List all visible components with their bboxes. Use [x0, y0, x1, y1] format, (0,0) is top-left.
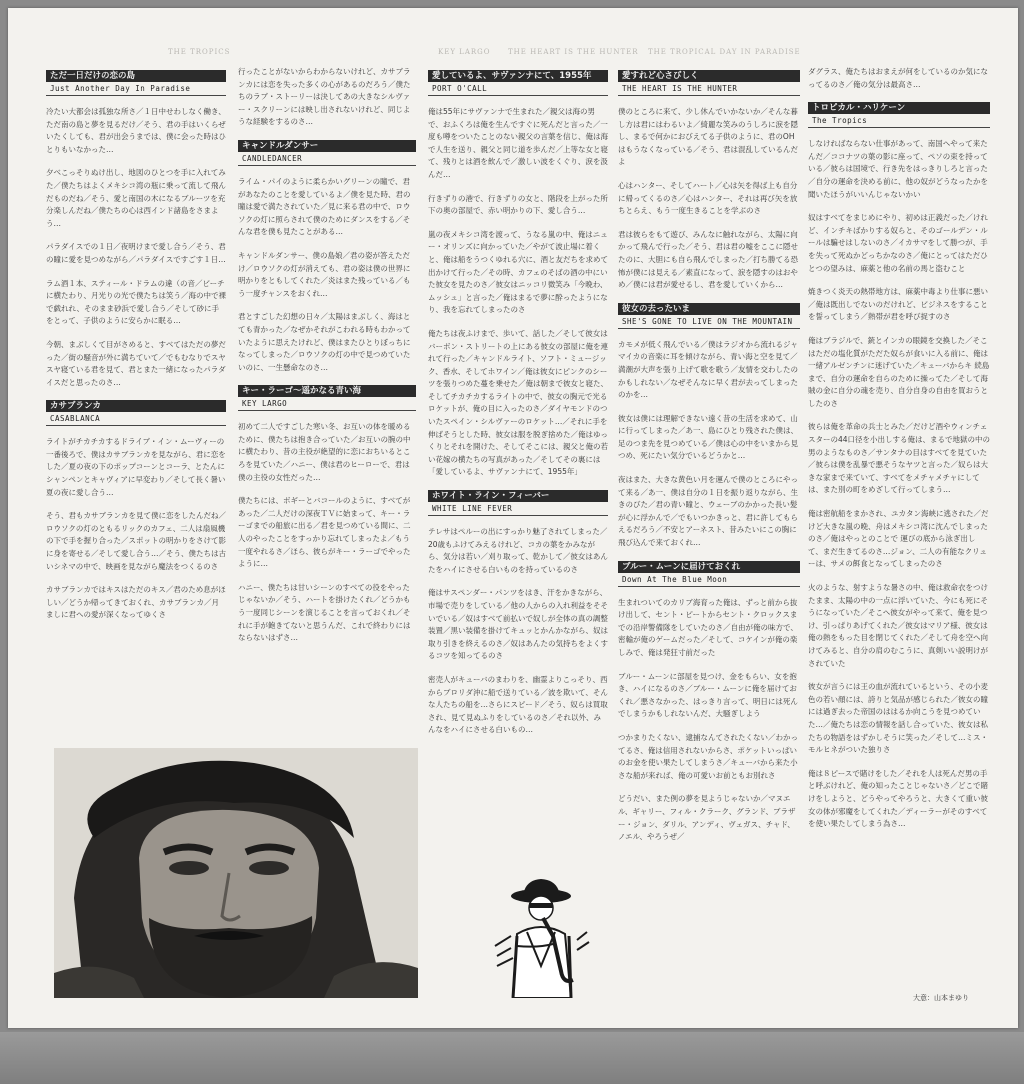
saxophone-player-illustration — [483, 876, 593, 998]
ghost-header: THE TROPICS — [168, 48, 231, 56]
song-heading — [46, 70, 226, 96]
artist-portrait-photo — [54, 748, 418, 998]
song-title-en: Down At The Blue Moon — [618, 573, 800, 587]
lyric-paragraph: 心はハンター、そしてハート／心は矢を得ば上も自分に帰ってくるのさ／心はハンター、それは再び矢を放ちとらえ、もう一度生きることを学ぶのさ — [618, 180, 798, 216]
lyric-paragraph: 生まれついてのカリブ海育った俺は、ずっと前から抜け出して、セント・ピートからセント・クロックスまでの沿岸警備隊をしていたのさ／自由が俺の味方で、密輸が俺のゲームだった／そして、コケインが俺の楽しみで、俺は発狂寸前だった — [618, 597, 798, 657]
lyric-paragraph: 僕のところに来て、少し休んでいかないか／そんな暮し方は君にはわるいよ／綺麗な笑みのうしろに涙を隠し、まるで何かにおびえてる子供のように、君のOHはもうなくなっている／そう、君は混乱しているんだよ — [618, 107, 798, 167]
lyric-paragraph: 俺は密航船をまかされ、ユカタン海峡に逃された／だけど大きな嵐の晩、舟はメキシコ湾に沈んでしまったのさ／俺はやっとのことで 運びの底から泳ぎ出して、まだ生きてるのさ…ジョン、二人の有能なクリューは、サメの餌食となってしまったのさ — [808, 509, 989, 569]
lyric-paragraph: カサブランカではキスはただのキス／君のため息がほしい／どうか帰ってきておくれ、カサブランカ／月ましに君への愛が深くなってゆくさ — [46, 585, 226, 620]
song-heading — [618, 561, 800, 587]
lyric-paragraph: キャンドルダンサー、僕の島娘／君の姿が答えただけ／ロウソクの灯が消えても、君の姿は僕の世界に明かりをともしてくれた／炎はまた残っている／もう一度チャンスをおくれ… — [238, 250, 411, 298]
column-2 — [238, 66, 416, 656]
lyric-paragraph: ブルー・ムーンに部屋を見つけ、金をもらい、女を抱き、ハイになるのさ／ブルー・ムーンに俺を届けておくれ／悪さなかった、はっきり言って、明日には死んでしまうかもしれないんだ、大騒ぎしよう — [618, 671, 798, 719]
lyric-paragraph: パラダイスでの１日／夜明けまで愛し合う／そう、君の瞳に愛を見つめながら／パラダイスですごす１日… — [46, 242, 226, 264]
lyric-paragraph: 君とすごした幻想の日々／太陽はまぶしく、海はとても青かった／なぜかそれがこわれる時もわかっていたように思えたけれど、僕はまたひとりぼっちになってしまった／ロウソクの灯の中で見つめていたいのに、一生懸命なのさ… — [238, 312, 411, 372]
lyric-sheet — [8, 8, 1018, 1028]
song-title-jp: ホワイト・ライン・フィーバー — [428, 490, 608, 502]
song-heading — [428, 70, 608, 96]
lyric-paragraph: テレサはペルーの出にすっかり魅了されてしまった／20歳もふけてみえるけれど、コカの葉をかみながら、気分は若い／刈り取って、乾かして／彼女はあんたをハイにさせる白いものを持っているのさ — [428, 527, 608, 574]
lyric-paragraph: 彼女が言うには王の血が流れているという、その小麦色の若い顔には、誇りと気品が感じられた／彼女の瞳には過ぎ去った帝国のははるか向こうを見つめていた…／俺たちは恋の情報を話し合っていた、彼女は私たちの物語をはずかしそうに笑った／そして…ミス・モルヒネがついた独りさ — [808, 682, 988, 755]
lyric-paragraph: ハニー、僕たちは甘いシーンのすべての役をやったじゃないか／そう、ハートを掛けたくれ／どうかもう一度同じシーンを演じることを言っておくれ／それに手が飽きてないと思うんだ、これで終わりにはならないはずさ… — [238, 582, 411, 643]
song-heading — [618, 303, 800, 329]
lyric-paragraph: 僕たちには、ボギーとバコールのように、すべてがあった／二人だけの深夜ＴＶに始まって、キー・ラーゴまでの船旅に出る／君を見つめている間に、二人のやったことをすっかり忘れてしまったよ／もう一度やれるさ／ほら、彼らがキー・ラーゴでやったように… — [238, 496, 411, 569]
column-3 — [428, 66, 608, 748]
ghost-header: THE HEART IS THE HUNTER — [508, 48, 639, 56]
lyric-paragraph: 初めて二人ですごした寒い冬、お互いの体を暖めるために、僕たちは抱き合っていた／お互いの腕の中に横たわり、昔の主役が絶望的に恋におちいるところを見ていた／ハニー、僕は君のヒーローで、君は僕の主役の女性だった… — [238, 422, 411, 482]
lyric-paragraph: ラム酒１本、スティール・ドラムの違（の音／ビーチに横たわり、月光りの光で僕たちは笑う／海の中で裸で戯れれ、そのまま砂浜で愛し合う／そして砂に手をとって、子供のように安らかに眠る… — [46, 278, 226, 326]
song-title-en: CASABLANCA — [46, 412, 226, 426]
translation-credit: 大意：山本まゆり — [913, 994, 969, 1002]
song-heading — [808, 102, 990, 128]
song-title-jp: キー・ラーゴ〜遥かなる青い海 — [238, 385, 416, 397]
song-title-en: WHITE LINE FEVER — [428, 502, 608, 516]
lyric-paragraph: 彼らは俺を革命の兵士とみた／だけど酒やウィンチェスターの44口径を小出しする俺は、まるで地獄の中の男のようなものさ／サンタナの目はすべてを見ていた／彼らは僕を乱暴で悪そうなヤツと言った／奴らは大きな家まで来ていて、すべてをメチャメチャにしては、また別の町をめざして行ってしまう… — [808, 422, 990, 495]
song-title-jp: 愛しているよ、サヴァンナにて、1955年 — [428, 70, 608, 82]
column-1 — [46, 66, 226, 633]
lyric-paragraph: 密売人がキューバのまわりを、幽霊よりこっそり、西からブロリダ沖に船で送りている／波を欺いて、そんな人たちの船を…さらにスピード／そう、奴らは買取され、見て見ぬふりをしているのさ／それ以外、みんなをハイにさせる白いもの… — [428, 674, 608, 735]
song-title-en: THE HEART IS THE HUNTER — [618, 82, 800, 96]
lyric-paragraph: どうだい、また例の夢を見ようじゃないか／マヌエル、ギャリー、フィル・クラーク、グランド、ブラザー・ジョン、ダリル、アンディ、ヴェガス、チャド、ノエル、やろうぜ／ — [618, 794, 796, 842]
lyric-paragraph: 火のような、射すような暑さの中、俺は救命衣をつけたまま、太陽の中の一点に浮いていた、今にも死にそうになっていた／そこへ彼女がやって来て、俺を見つけ、引っぱりあげてくれた／彼女はマリア様、彼女は俺の熱をもった目を閉じてくれた／そして舟を空へ向けてみると、自分の肩のむこうに、真剣いい説明けがされていた — [808, 583, 988, 668]
song-title-jp: 彼女の去ったいま — [618, 303, 800, 315]
lyric-paragraph: 君は彼らをもて遊び、みんなに触れながら、太陽に向かって飛んで行った／そう、君は君の嘘をここに隠せたのに、大胆にも自ら飛んでしまった／打ち勝てる恐怖が僕には見える／素直になって、涙を隠すのはおやめ／僕には君が愛せるし、君を愛していくから… — [618, 229, 798, 290]
lyric-paragraph: ライム・パイのように柔らかいグリーンの瞳で、君があなたのことを愛しているよ／僕を見た時、君の瞳は愛で満たされていた／見に来る君の中で、ロウソクの灯に照らされて僕のためにダンスをする／そんな君を僕も見たことがある… — [238, 176, 411, 237]
song-title-en: Just Another Day In Paradise — [46, 82, 226, 96]
lyric-paragraph: ダグラス、俺たちはおまえが何をしているのか気になってるのさ／俺の気分は最高さ… — [808, 67, 988, 89]
lyric-paragraph: つかまりたくない、逮捕なんてされたくない／わかってるさ、俺は信用されないからさ、ポケットいっぱいのお金を使い果たしてしまうさ／キューバから来た小さな船が来れば、俺の可愛いお前ともお別れさ — [618, 732, 798, 780]
lyric-paragraph: ライトがチカチカするドライブ・イン・ムーヴィーの一番後ろで、僕はカサブランカを見ながら、君に恋をした／夏の夜の下のポップコーンとコーラ、とたんにシャンペンとキャヴィアに早変わり／そして長く暑い夏の夜に愛し合う… — [46, 437, 226, 497]
column-4 — [618, 66, 800, 855]
column-5 — [808, 66, 990, 842]
ghost-header: KEY LARGO — [438, 48, 491, 56]
song-heading — [46, 400, 226, 426]
song-title-jp: 愛すれど心さびしく — [618, 70, 800, 82]
lyric-paragraph: しなければならない仕事があって、南国へやって来たんだ／ココナツの葉の影に座って、ペソの束を持っている／彼らは国境で、行き先をはっきりしろと言った／自分の運命を決める前に、他の奴がどうなったかを聞いたほうがいいんじゃないかい — [808, 139, 988, 199]
song-title-en: KEY LARGO — [238, 397, 416, 411]
song-heading — [618, 70, 800, 96]
song-heading — [238, 385, 416, 411]
song-heading — [238, 140, 416, 166]
lyric-paragraph: 俺はブラジルで、銃とインカの眼鏡を交換した／そこはただの塩化質がただた奴らが食いに入る前に、俺は一緒アルゼンチンに迷げていた／キューバからキ 続島まで、自分の運命を自らのために操ってた／そして海賊の金に自分の魂を売り、自分自身の自由を買おうとしたのさ — [808, 335, 990, 408]
song-title-jp: トロピカル・ハリケーン — [808, 102, 990, 114]
lyric-paragraph: 夕べこっそりぬけ出し、地図のひとつを手に入れてみた／僕たちはよくメキシコ湾の瓶に乗って流して飛んだものだね／そう、愛と南国の木になるブルーツを充分楽しんだね／僕たちの心は西インド諸島をさまよう… — [46, 168, 226, 228]
lyric-paragraph: 彼女は僕には理解できない遠く昔の生活を求めて、山に行ってしまった／あ一、島にひとり残された僕は、足のつま先を見つめている／僕は心の中をいまから見つめ、死にたい気分でいるどうかと… — [618, 413, 798, 461]
lyric-paragraph: 嵐の夜メキシコ湾を渡って、うなる嵐の中、俺はニュー・オリンズに向かっていた／やがて波止場に着くと、俺は船をうつくゆれる穴に、酒と友だちを求めて出かけて行った／その時、カフェのそばの酒の中にいた彼女を見たのさ／彼女はニッコリ微笑み「今晩わ、ムッシュ」と言った／俺はまるで夢に酔ったようになり、我を忘れてしまったのさ — [428, 229, 608, 315]
lyric-paragraph: 俺はサスペンダー・パンツをはき、汗をかきながら、市場で売りをしている／他の人からの入れ利益をそそいでいる／奴はすべて前払いで奴しが全体の真の調整装置／黒い装備を掛けてキュッとかんかながら、奴は取り引きを終えるのさ／奴はあんたの気持ちをよくするコツを知ってるのさ — [428, 588, 608, 661]
lyric-paragraph: 俺は８ピースで賭けをした／それを人は死んだ男の手と呼ぶけれど、俺の知ったことじゃないさ／どこで賭けをしようと、どうやってやろうと、大きくて重い彼女の体が邪魔をしてくれた／ディーラーがそのすべてを使い果たしてしまう為さ… — [808, 768, 988, 829]
ghost-header: THE TROPICAL DAY IN PARADISE — [648, 48, 801, 56]
lyric-paragraph: 行ったことがないからわからないけれど、カサブランカには恋を失った多くの心があるのだろう／僕たちのラブ・ストーリーは決してあの大きなシルヴァー・スクリーンには映し出されないけれど、同じような経験をするのさ… — [238, 67, 411, 127]
lyric-paragraph: 夜はまた、大きな黄色い月を運んで僕のところにやって来る／あ一、僕は自分の１日を振り返りながら、生きのびた／君の青い瞳と、ウェーブのかかった長い髪が心に浮かんで／でもいつかきっと、君に許してもらえるだろう／不安とアーネスト、昔みたいにこの胸に飛び込んで来ておくれ… — [618, 475, 798, 548]
lyric-paragraph: そう、君もカサブランカを見て僕に恋をしたんだね／ロウソクの灯のともるリックのカフェ、二人は扇風機の下で手を握り合った／スポットの明かりをさけて影に身を寄せる／そして愛し合う…／そう、僕たちは古いシネマの中で、映画を見ながら魔法をつくるのさ — [46, 511, 226, 571]
song-title-jp: キャンドルダンサー — [238, 140, 416, 152]
song-heading — [428, 490, 608, 516]
lyric-paragraph: カモメが低く飛んでいる／僕はラジオから流れるジャマイカの音楽に耳を傾けながら、青い海と空を見て／満潮が大声を張り上げて歌を歌う／友情を交わしたのかもしれない／なぜそんなに早く君が去ってしまったのかを… — [618, 339, 798, 400]
song-title-jp: カサブランカ — [46, 400, 226, 412]
song-title-jp: ブルー・ムーンに届けておくれ — [618, 561, 800, 573]
song-title-jp: ただ一日だけの恋の島 — [46, 70, 226, 82]
song-title-en: The Tropics — [808, 114, 990, 128]
lyric-paragraph: 俺は55年にサヴァンナで生まれた／親父は海の男で、おふくろは俺を生んですぐに死んだと言った／一度も噂をついたことのない親父の言葉を信じ、俺は海で人生を送り、親父と同じ道を歩んだ／上等な女と寝て、残りとは酒を飲んで／激しい波をくぐり、涙を汲んだ… — [428, 107, 608, 179]
scan-background-strip — [0, 1032, 1024, 1084]
lyric-paragraph: 俺たちは夜ふけまで、歩いて、話した／そして彼女はバーボン・ストリートの上にある彼女の部屋に俺を連れて行った／キャンドルライト、ソフト・ミュージック、香水、そしてホワイン／俺は彼女にピンクのシーツを張りつめた蔓を乗せた／俺は朝まで彼女と寝た、そしてチカチカするライトの中で、彼女の胸元で光るロケットが、俺の目に入ったのさ／ダイヤモンドのついたスペイン・シルヴァーのロケット…／それに手を伸ばそうとした時、彼女は服を脱ぎ捨めた／俺はゆっくりとそれを開けた、そしてそこには、親父と俺の若い花嫁の横たちの写真があった／そしてその裏には「愛しているよ、サヴァンナにて、1955年」 — [428, 328, 608, 477]
lyric-paragraph: 今朝、まぶしくて目がさめると、すべてはただの夢だった／街の騒音が外に満ちていて／でもむなりでスヤスヤ寝ている君を見て、君とまた一緒になったパラダイスだと思ったのさ… — [46, 339, 226, 387]
lyric-paragraph: 奴はすべてをまじめにやり、初めは正義だった／けれど、インチキばかりする奴らと、そのゴールデン・ルールは騙せはしないのさ／イカサマをして勝つが、手を失って死ぬかどっちかなのさ／俺にとってはただひとつの望みは、麻薬と他の名前の馬と盗むこと — [808, 213, 988, 273]
lyric-paragraph: 行きずりの港で、行きずりの女と、階段を上がった所下の奥の部屋で、赤い明かりの下、愛し合う… — [428, 193, 608, 216]
lyric-paragraph: 冷たい大都会は孤独な所さ／１日中せわしなく働き、ただ南の島と夢を見るだけ／そう、君の手はいくらぜいたくしても、君が出会うまでは、僕に会った時はひとりもいなかった… — [46, 107, 226, 154]
song-title-en: PORT O'CALL — [428, 82, 608, 96]
song-title-en: CANDLEDANCER — [238, 152, 416, 166]
song-title-en: SHE'S GONE TO LIVE ON THE MOUNTAIN — [618, 315, 800, 329]
lyric-paragraph: 焼きつく炎天の熱帯地方は、麻薬中毒より仕事に悪い／俺は既出しでないのだけれど、ビジネスをすることを誓ってしまう／熱帯が君を呼び捉すのさ — [808, 287, 988, 322]
